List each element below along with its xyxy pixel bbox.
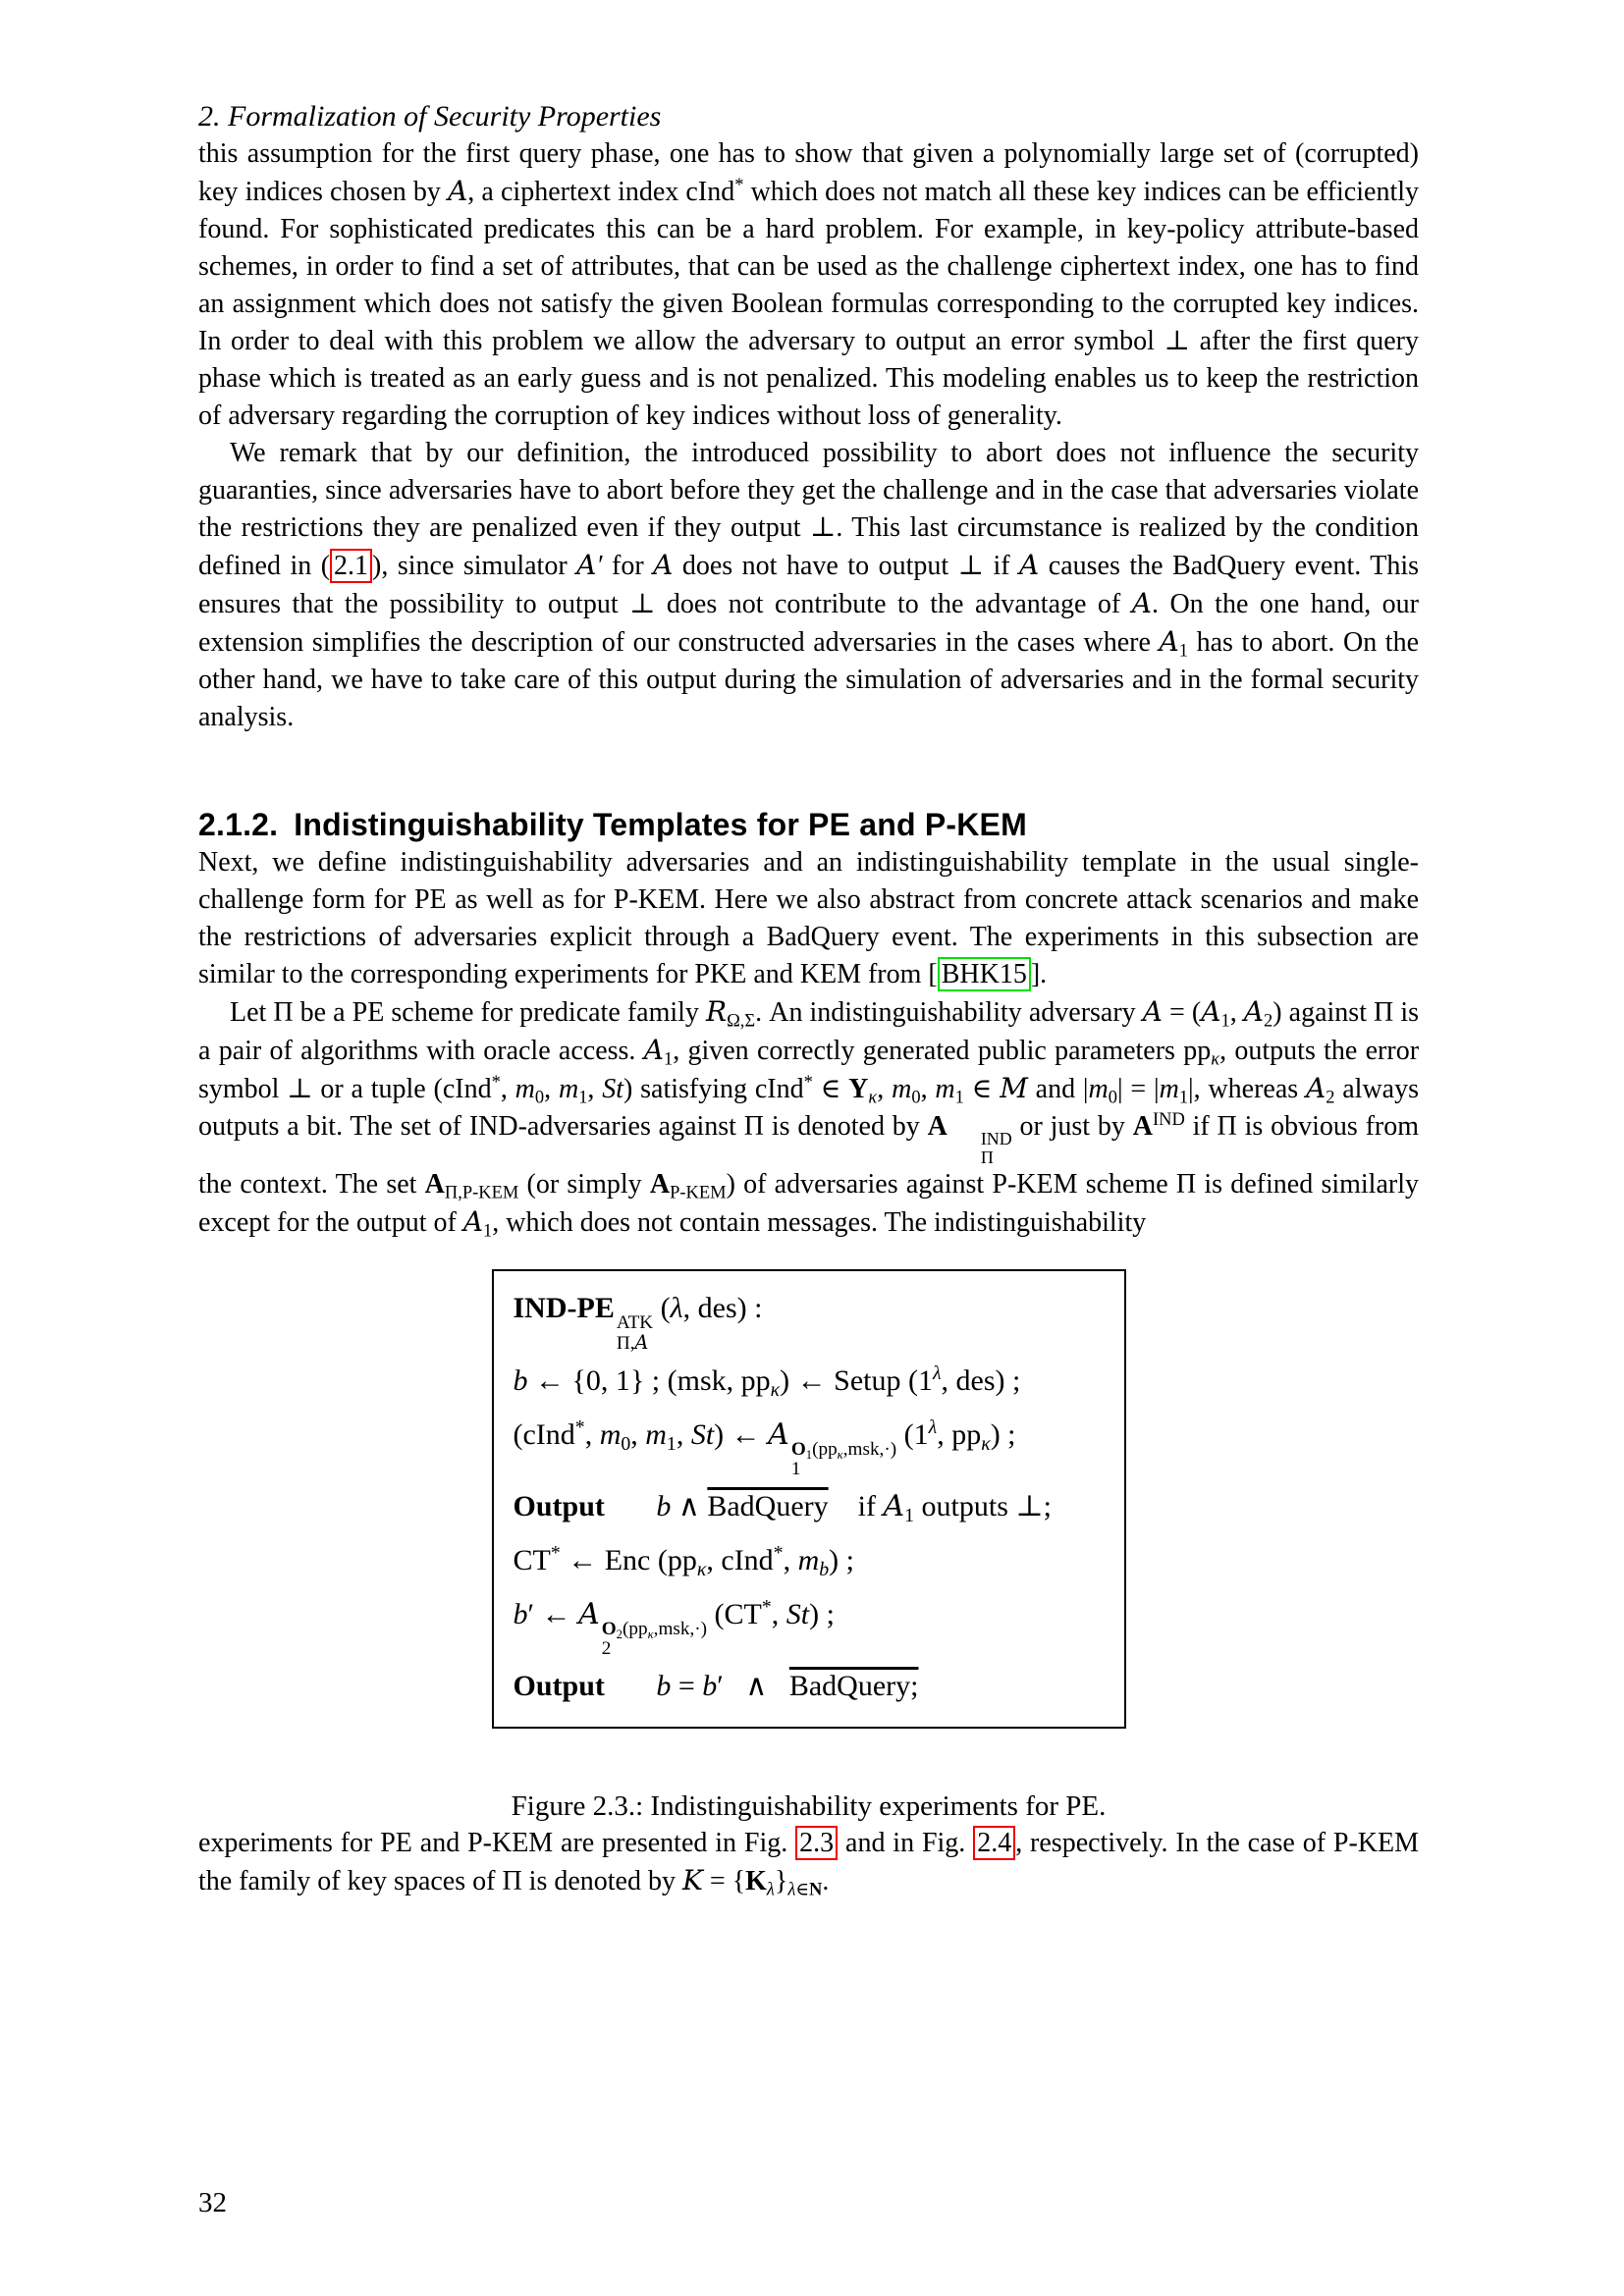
figure-caption: Figure 2.3.: Indistinguishability experiments for PE. <box>511 1790 1107 1823</box>
code-line-encrypt: CT* ← Enc ($pp_\kappa$, cInd*, $m_b$) ; <box>513 1542 854 1581</box>
internal-reference-link[interactable]: 2.3 <box>795 1826 838 1860</box>
paragraph-intro-templates: Next, we define indistinguishability adversaries and an indistinguishability template in the usual single-challenge form for PE as well as for P-KEM. Here we also abstract from concrete attack scenarios and make the restrictions of adversaries explicit through a BadQuery event. The experiments in this subsection are similar to the corresponding experiments for PKE and KEM from [ BHK15 ]. <box>198 847 1419 989</box>
math-script-stack: $O_1(pp_\kappa,msk,\cdot)$ 1 <box>790 1438 897 1480</box>
internal-reference-link[interactable]: 2.4 <box>973 1826 1015 1860</box>
internal-reference-link[interactable]: 2.1 <box>330 549 372 583</box>
figure-pseudocode-box <box>492 1269 1126 1729</box>
code-line-experiment-title: IND-PE ATK Π,A (λ, des) : <box>513 1292 763 1355</box>
code-line-output-final: Output b = b′ ∧ BadQuery; <box>513 1670 919 1703</box>
section-heading <box>198 805 1419 844</box>
citation-link[interactable]: BHK15 <box>938 957 1031 991</box>
paragraph-adversary-definition: Let Π be a PE scheme for predicate family $R_{\Omega,\Sigma}$. An indistinguishability adversary $A = (A_1$, $A_2$) against Π is a pair of algorithms with oracle access. $A_1$, given correctly generated public parameters $pp_\kappa$, outputs the error symbol ⊥ or a tuple (cInd*, $m_0$, $m_1$, St) satisfying cInd* ∈ $Y_\kappa$, $m_0$, $m_1$ ∈ M and $|m_0| = |m_1|$, whereas $A_2$ always outputs a bit. The set of IND-adversaries against Π is denoted by A IND Π or just by $A^{IND}$ if Π is obvious from the context. The set $A_{\Pi,P-KEM}$ (or simply $A_{P-KEM}$) of adversaries against P-KEM scheme Π is defined similarly except for the output of $A_1$, which does not contain messages. The indistinguishability <box>198 995 1420 1241</box>
code-line-output-early: Output b ∧ BadQuery if $A_1$ outputs ⊥; <box>513 1489 1052 1527</box>
page-number: 32 <box>198 2187 227 2218</box>
content-column <box>198 0 1419 1900</box>
paragraph-continuation: this assumption for the first query phase, one has to show that given a polynomially large set of (corrupted) key indices chosen by A, a ciphertext index cInd* which does not match all these key indices can be efficiently found. For sophisticated predicates this can be a hard problem. For example, in key-policy attribute-based schemes, in order to find a set of attributes, that can be used as the challenge ciphertext index, one has to find an assignment which does not satisfy the given Boolean formulas corresponding to the corrupted key indices. In order to deal with this problem we allow the adversary to output an error symbol ⊥ after the first query phase which is treated as an early guess and is not penalized. This modeling enables us to keep the restriction of adversary regarding the corruption of key indices without loss of generality. <box>198 138 1420 431</box>
paragraph-remark: We remark that by our definition, the introduced possibility to abort does not influence the security guaranties, since adversaries have to abort before they get the challenge and in the case that adversaries violate the restrictions they are penalized even if they output ⊥. This last circumstance is realized by the condition defined in ( 2.1 ), since simulator A′ for A does not have to output ⊥ if A causes the BadQuery event. This ensures that the possibility to output ⊥ does not contribute to the advantage of A. On the one hand, our extension simplifies the description of our constructed adversaries in the cases where $A_1$ has to abort. On the other hand, we have to take care of this output during the simulation of adversaries and in the formal security analysis. <box>198 438 1420 732</box>
code-line-adversary2: b′ ← A $O_2(pp_\kappa,msk,\cdot)$ 2 (CT*, St) ; <box>513 1596 835 1659</box>
math-script-stack: ATK Π,A <box>616 1312 654 1355</box>
code-line-setup: b ← {0, 1} ; (msk, $pp_\kappa$) ← Setup ($1^\lambda$, des) ; <box>513 1362 1021 1402</box>
section-title: Indistinguishability Templates for PE and P-KEM <box>294 807 1027 842</box>
math-script-stack: $O_2(pp_\kappa,msk,\cdot)$ 2 <box>601 1618 708 1659</box>
chapter-running-header: 2. Formalization of Security Properties <box>198 100 662 133</box>
section-number: 2.1.2. <box>198 807 279 842</box>
code-line-adversary1: (cInd*, $m_0$, $m_1$, St) ← A $O_1(pp_\kappa,msk,\cdot)$ 1 ($1^\lambda$, $pp_\kappa$) ; <box>513 1416 1016 1480</box>
math-script-stack: IND Π <box>980 1128 1012 1167</box>
paragraph-closing: experiments for PE and P-KEM are presented in Fig. 2.3 and in Fig. 2.4 , respectively. In the case of P-KEM the family of key spaces of Π is denoted by $K = \{K_\lambda\}_{\lambda\in N}$. <box>198 1828 1420 1899</box>
